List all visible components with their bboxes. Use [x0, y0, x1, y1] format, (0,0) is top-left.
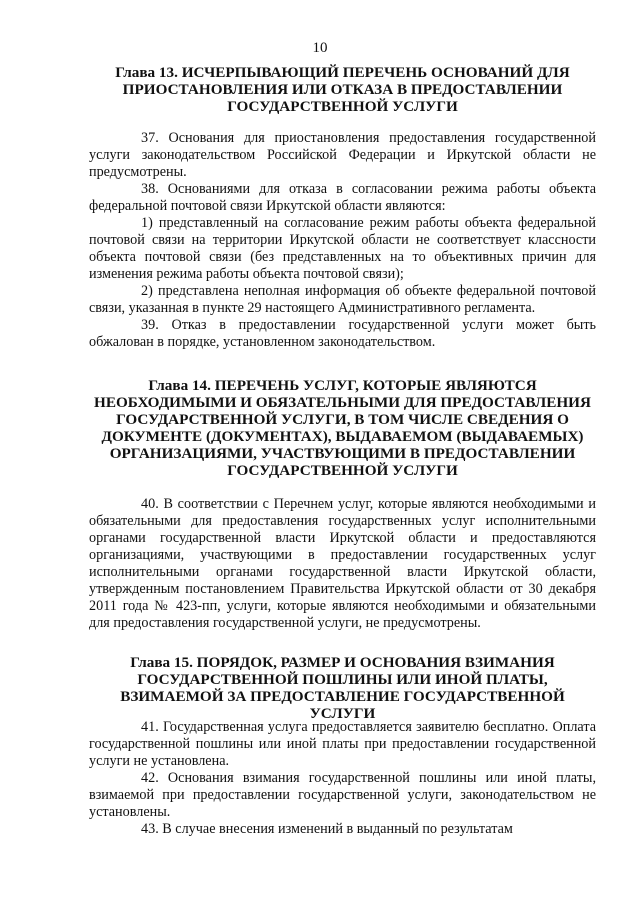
chapter-15-title: Глава 15. ПОРЯДОК, РАЗМЕР И ОСНОВАНИЯ ВЗИМАНИЯ ГОСУДАРСТВЕННОЙ ПОШЛИНЫ ИЛИ ИНОЙ ПЛАТЫ, ВЗИМАЕМОЙ ЗА ПРЕДОСТАВЛЕНИЕ ГОСУДАРСТВЕННОЙ УСЛУГИ	[120, 654, 565, 722]
paragraph-41: 41. Государственная услуга предоставляется заявителю бесплатно. Оплата государственной пошлины или иной платы при предоставлении государственной услуги не установлена.	[89, 719, 596, 769]
paragraph-38: 38. Основаниями для отказа в согласовании режима работы объекта федеральной почтовой связи Иркутской области являются:	[89, 181, 596, 214]
chapter-13-body	[89, 130, 596, 351]
page-number: 10	[312, 40, 328, 56]
paragraph-40: 40. В соответствии с Перечнем услуг, которые являются необходимыми и обязательными для предоставления государственных услуг исполнительными органами государственной власти Иркутской области и предоставляются организациями, участвующими в предоставлении государственных услуг исполнительными органами государственной власти Иркутской области, утвержденным постановлением Правительства Иркутской области от 30 декабря 2011 года № 423-пп, услуги, которые являются необходимыми и обязательными для предоставления государственной услуги, не предусмотрены.	[89, 496, 596, 631]
chapter-14-title: Глава 14. ПЕРЕЧЕНЬ УСЛУГ, КОТОРЫЕ ЯВЛЯЮТСЯ НЕОБХОДИМЫМИ И ОБЯЗАТЕЛЬНЫМИ ДЛЯ ПРЕДОСТАВЛЕНИЯ ГОСУДАРСТВЕННОЙ УСЛУГИ, В ТОМ ЧИСЛЕ СВЕДЕНИЯ О ДОКУМЕНТЕ (ДОКУМЕНТАХ), ВЫДАВАЕМОМ (ВЫДАВАЕМЫХ) ОРГАНИЗАЦИЯМИ, УЧАСТВУЮЩИМИ В ПРЕДОСТАВЛЕНИИ ГОСУДАРСТВЕННОЙ УСЛУГИ	[94, 377, 591, 479]
paragraph-39: 39. Отказ в предоставлении государственной услуги может быть обжалован в порядке, установленном законодательством.	[89, 317, 596, 350]
paragraph-43: 43. В случае внесения изменений в выданный по результатам	[141, 821, 513, 837]
paragraph-38-item-1: 1) представленный на согласование режим работы объекта федеральной почтовой связи на территории Иркутской области не соответствует классности объекта почтовой связи (без представленных на то объективных причин для изменения режима работы объекта почтовой связи);	[89, 215, 596, 282]
paragraph-42: 42. Основания взимания государственной пошлины или иной платы, взимаемой при предоставлении государственной услуги, законодательством не установлены.	[89, 770, 596, 820]
chapter-15-body	[89, 719, 596, 838]
chapter-13-title: Глава 13. ИСЧЕРПЫВАЮЩИЙ ПЕРЕЧЕНЬ ОСНОВАНИЙ ДЛЯ ПРИОСТАНОВЛЕНИЯ ИЛИ ОТКАЗА В ПРЕДОСТАВЛЕНИИ ГОСУДАРСТВЕННОЙ УСЛУГИ	[115, 64, 570, 115]
paragraph-38-item-2: 2) представлена неполная информация об объекте федеральной почтовой связи, указанная в пункте 29 настоящего Административного регламента.	[89, 283, 596, 316]
chapter-14-body	[89, 496, 596, 632]
paragraph-37: 37. Основания для приостановления предоставления государственной услуги законодательством Российской Федерации и Иркутской области не предусмотрены.	[89, 130, 596, 180]
